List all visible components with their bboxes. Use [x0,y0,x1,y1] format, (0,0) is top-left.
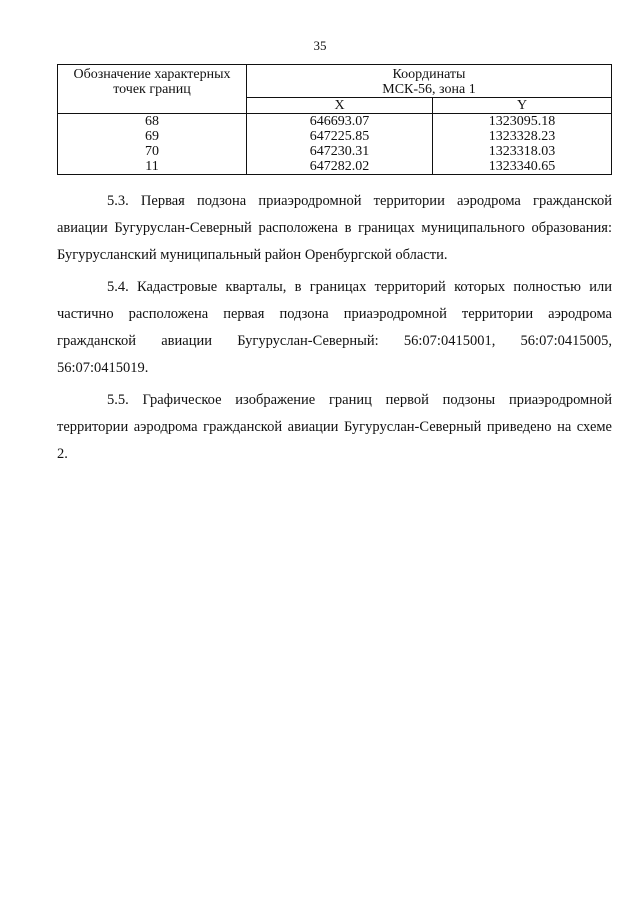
cell-x: 647282.02 [247,159,433,175]
paragraph-5-4: 5.4. Кадастровые кварталы, в границах территорий которых полностью или частично расположена первая подзона приаэродромной территории аэродрома гражданской авиации Бугуруслан-Северный: 56:07:0415001, 56:07:0415005, 56:07:0415019. [57,279,612,376]
cell-point: 70 [58,144,247,159]
table-row [58,114,612,130]
paragraph-5-5: 5.5. Графическое изображение границ первой подзоны приаэродромной территории аэродрома гражданской авиации Бугуруслан-Северный приведено на схеме 2. [57,392,612,462]
page-number: 35 [313,38,327,53]
table-row [58,129,612,144]
header-point-designation: Обозначение характерных точек границ [58,65,247,114]
cell-point: 69 [58,129,247,144]
cell-y: 1323340.65 [433,159,612,175]
table-row [58,159,612,175]
header-x: X [247,98,433,114]
cell-y: 1323095.18 [433,114,612,130]
cell-x: 647230.31 [247,144,433,159]
header-coordinates-title: Координаты [392,67,466,82]
cell-y: 1323318.03 [433,144,612,159]
table-row [58,144,612,159]
cell-x: 647225.85 [247,129,433,144]
cell-x: 646693.07 [247,114,433,130]
paragraph-5-3: 5.3. Первая подзона приаэродромной территории аэродрома гражданской авиации Бугуруслан-Северный расположена в границах муниципального образования: Бугурусланский муниципальный район Оренбургской области. [57,193,612,263]
body-text [57,188,612,473]
cell-point: 11 [58,159,247,175]
cell-y: 1323328.23 [433,129,612,144]
header-coordinate-system: МСК-56, зона 1 [382,82,476,97]
cell-point: 68 [58,114,247,130]
header-coordinates [247,65,612,98]
coordinates-table [57,64,612,175]
header-y: Y [433,98,612,114]
